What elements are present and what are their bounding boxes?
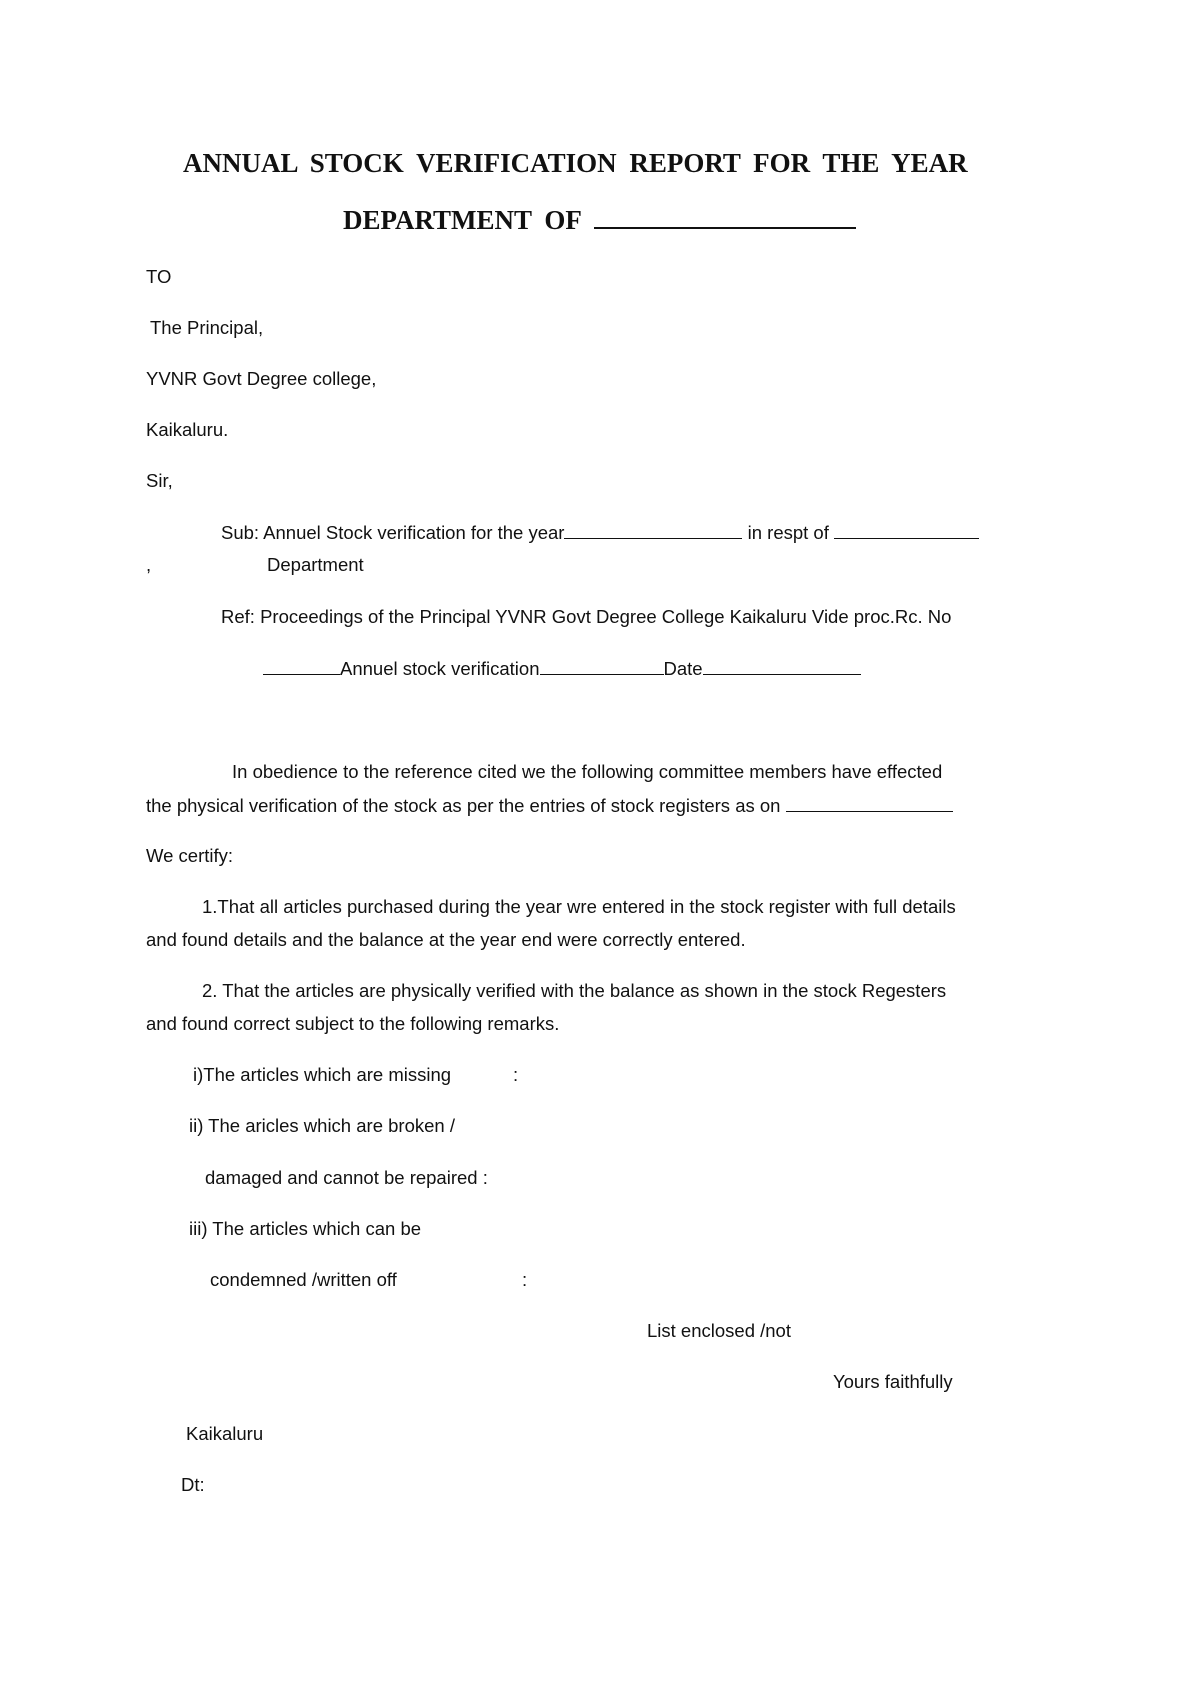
closing-place: Kaikaluru (186, 1423, 264, 1444)
remark-missing-colon: : (513, 1064, 519, 1085)
verification-label: Annuel stock verification (340, 658, 540, 679)
certify-heading: We certify: (146, 845, 234, 866)
address-principal: The Principal, (150, 317, 264, 338)
department-label: DEPARTMENT OF (343, 205, 581, 235)
salutation: Sir, (146, 470, 173, 491)
certify-item1-line2: and found details and the balance at the year end were correctly entered. (146, 929, 746, 950)
address-town: Kaikaluru. (146, 419, 229, 440)
yours-faithfully: Yours faithfully (833, 1371, 953, 1392)
paragraph-line1: In obedience to the reference cited we the following committee members have effected (232, 761, 943, 782)
paragraph-line2-text: the physical verification of the stock as per the entries of stock registers as on (146, 795, 781, 816)
date-blank (703, 656, 861, 675)
remark-missing: i)The articles which are missing (193, 1064, 452, 1085)
reference-line: Ref: Proceedings of the Principal YVNR Govt Degree College Kaikaluru Vide proc.Rc. No (221, 606, 952, 627)
closing-date: Dt: (181, 1474, 205, 1495)
remark-broken: ii) The aricles which are broken / (189, 1115, 455, 1136)
date-label: Date (663, 658, 703, 679)
subject-department: Department (267, 554, 364, 575)
report-title: ANNUAL STOCK VERIFICATION REPORT FOR THE YEAR (183, 148, 968, 178)
paragraph-line2 (146, 793, 953, 818)
subject-middle: in respt of (747, 522, 829, 543)
department-blank (594, 203, 856, 229)
department-heading (343, 203, 856, 237)
subject-comma: , (146, 554, 152, 575)
remark-damaged: damaged and cannot be repaired : (205, 1167, 488, 1188)
remark-condemn: iii) The articles which can be (189, 1218, 422, 1239)
remark-written-off: condemned /written off (210, 1269, 397, 1290)
verification-blank (540, 656, 664, 675)
list-enclosed: List enclosed /not (647, 1320, 791, 1341)
address-college: YVNR Govt Degree college, (146, 368, 377, 389)
proc-number-blank (263, 656, 340, 675)
respt-blank (834, 520, 979, 539)
address-to: TO (146, 266, 172, 287)
as-on-blank (786, 793, 953, 812)
subject-line (221, 520, 979, 545)
reference-details (263, 656, 861, 681)
certify-item1-line1: 1.That all articles purchased during the year wre entered in the stock register with full details (202, 896, 956, 917)
certify-item2-line1: 2. That the articles are physically verified with the balance as shown in the stock Regesters (202, 980, 947, 1001)
subject-prefix: Sub: Annuel Stock verification for the year (221, 522, 565, 543)
year-blank (564, 520, 742, 539)
remark-written-off-colon: : (522, 1269, 528, 1290)
certify-item2-line2: and found correct subject to the following remarks. (146, 1013, 560, 1034)
